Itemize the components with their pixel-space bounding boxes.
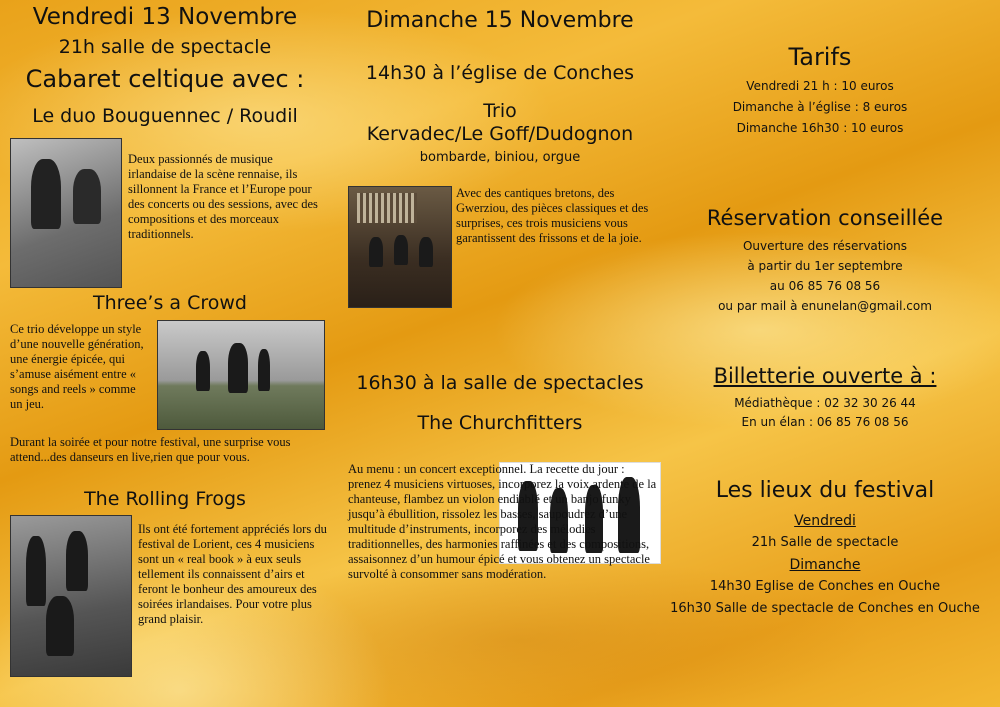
tarifs-list [690, 76, 950, 139]
frogs-photo [10, 515, 132, 677]
act1-name: Le duo Bouguennec / Roudil [32, 105, 298, 127]
reservation-lines [690, 236, 960, 316]
instruments: bombarde, biniou, orgue [419, 150, 581, 165]
act1-text: Deux passionnés de musique irlandaise de la scène rennaise, ils sillonnent la France et l’Europe pour des concerts ou des sessions, avec des compositions et des morceaux traditionnels. [128, 152, 318, 241]
billetterie-title: Billetterie ouverte à : [713, 364, 937, 388]
lieux-place-friday: 21h Salle de spectacle [751, 535, 899, 550]
billetterie-en-un-elan: En un élan : 06 85 76 08 56 [741, 415, 909, 429]
act3-text: Ils ont été fortement appréciés lors du festival de Lorient, ces 4 musiciens sont un « real book » à eux seuls tellement ils connaissent d’airs et feront le bonheur des amoureux des soirées irlandaises. Pour votre plus grand plaisir. [138, 522, 327, 626]
band-text [348, 462, 660, 582]
reservation-date: à partir du 1er septembre [747, 259, 903, 273]
tarif-friday: Vendredi 21 h : 10 euros [746, 79, 894, 93]
lieux-day-friday: Vendredi [794, 513, 856, 529]
trio-label: Trio [483, 100, 517, 122]
band-name: The Churchfitters [417, 412, 583, 434]
lieux-place-church: 14h30 Eglise de Conches en Ouche [709, 579, 941, 594]
act2-name: Three’s a Crowd [93, 292, 247, 314]
friday-date: Vendredi 13 Novembre [32, 4, 298, 30]
friday-time-place: 21h salle de spectacle [58, 36, 272, 58]
billetterie-lines [690, 394, 960, 432]
tarifs-title: Tarifs [788, 43, 852, 71]
lieux-list [670, 510, 980, 620]
lieux-place-hall: 16h30 Salle de spectacle de Conches en Ouche [670, 601, 980, 616]
tarif-sunday-1630: Dimanche 16h30 : 10 euros [736, 121, 904, 135]
lieux-day-sunday: Dimanche [789, 557, 861, 573]
trio-text: Avec des cantiques bretons, des Gwerziou, des pièces classiques et des surprises, ces trois musiciens vous garantissent des frissons et de la joie. [456, 186, 649, 245]
session2: 16h30 à la salle de spectacles [356, 372, 644, 394]
trio-photo [157, 320, 325, 430]
reservation-phone: au 06 85 76 08 56 [769, 279, 881, 293]
trio-names: Kervadec/Le Goff/Dudognon [366, 123, 634, 145]
sunday-date: Dimanche 15 Novembre [366, 8, 634, 33]
billetterie-mediatheque: Médiathèque : 02 32 30 26 44 [734, 396, 916, 410]
band-text-content: Au menu : un concert exceptionnel. La recette du jour : prenez 4 musiciens virtuoses, incorporez la voix ardente de la chanteuse, flambez un violon endiablé et un banjo funky jusqu’à ébullition, rissolez les basses, saupoudrez d’une multitude d’instruments, incorporez des mélodies traditionnelles, des harmonies raffinées et des compositions, assaisonnez d’un humour épicé et vous obtenez un spectacle survolté à consommer sans modération. [348, 462, 657, 581]
session1: 14h30 à l’église de Conches [365, 62, 635, 84]
trio-church-photo [348, 186, 452, 308]
reservation-email[interactable]: ou par mail à enunelan@gmail.com [718, 299, 932, 313]
reservation-opening: Ouverture des réservations [742, 239, 908, 253]
surprise-text: Durant la soirée et pour notre festival, une surprise vous attend...des danseurs en live,rien que pour vous. [10, 435, 291, 464]
cabaret-title: Cabaret celtique avec : [25, 65, 305, 93]
reservation-title: Réservation conseillée [706, 206, 944, 230]
act2-text: Ce trio développe un style d’une nouvelle génération, une énergie épicée, qui s’amuse aisément entre « songs and reels » comme un jeu. [10, 322, 144, 411]
duo-photo [10, 138, 122, 288]
lieux-title: Les lieux du festival [715, 478, 935, 503]
act3-name: The Rolling Frogs [84, 488, 246, 510]
tarif-sunday-church: Dimanche à l’église : 8 euros [732, 100, 908, 114]
